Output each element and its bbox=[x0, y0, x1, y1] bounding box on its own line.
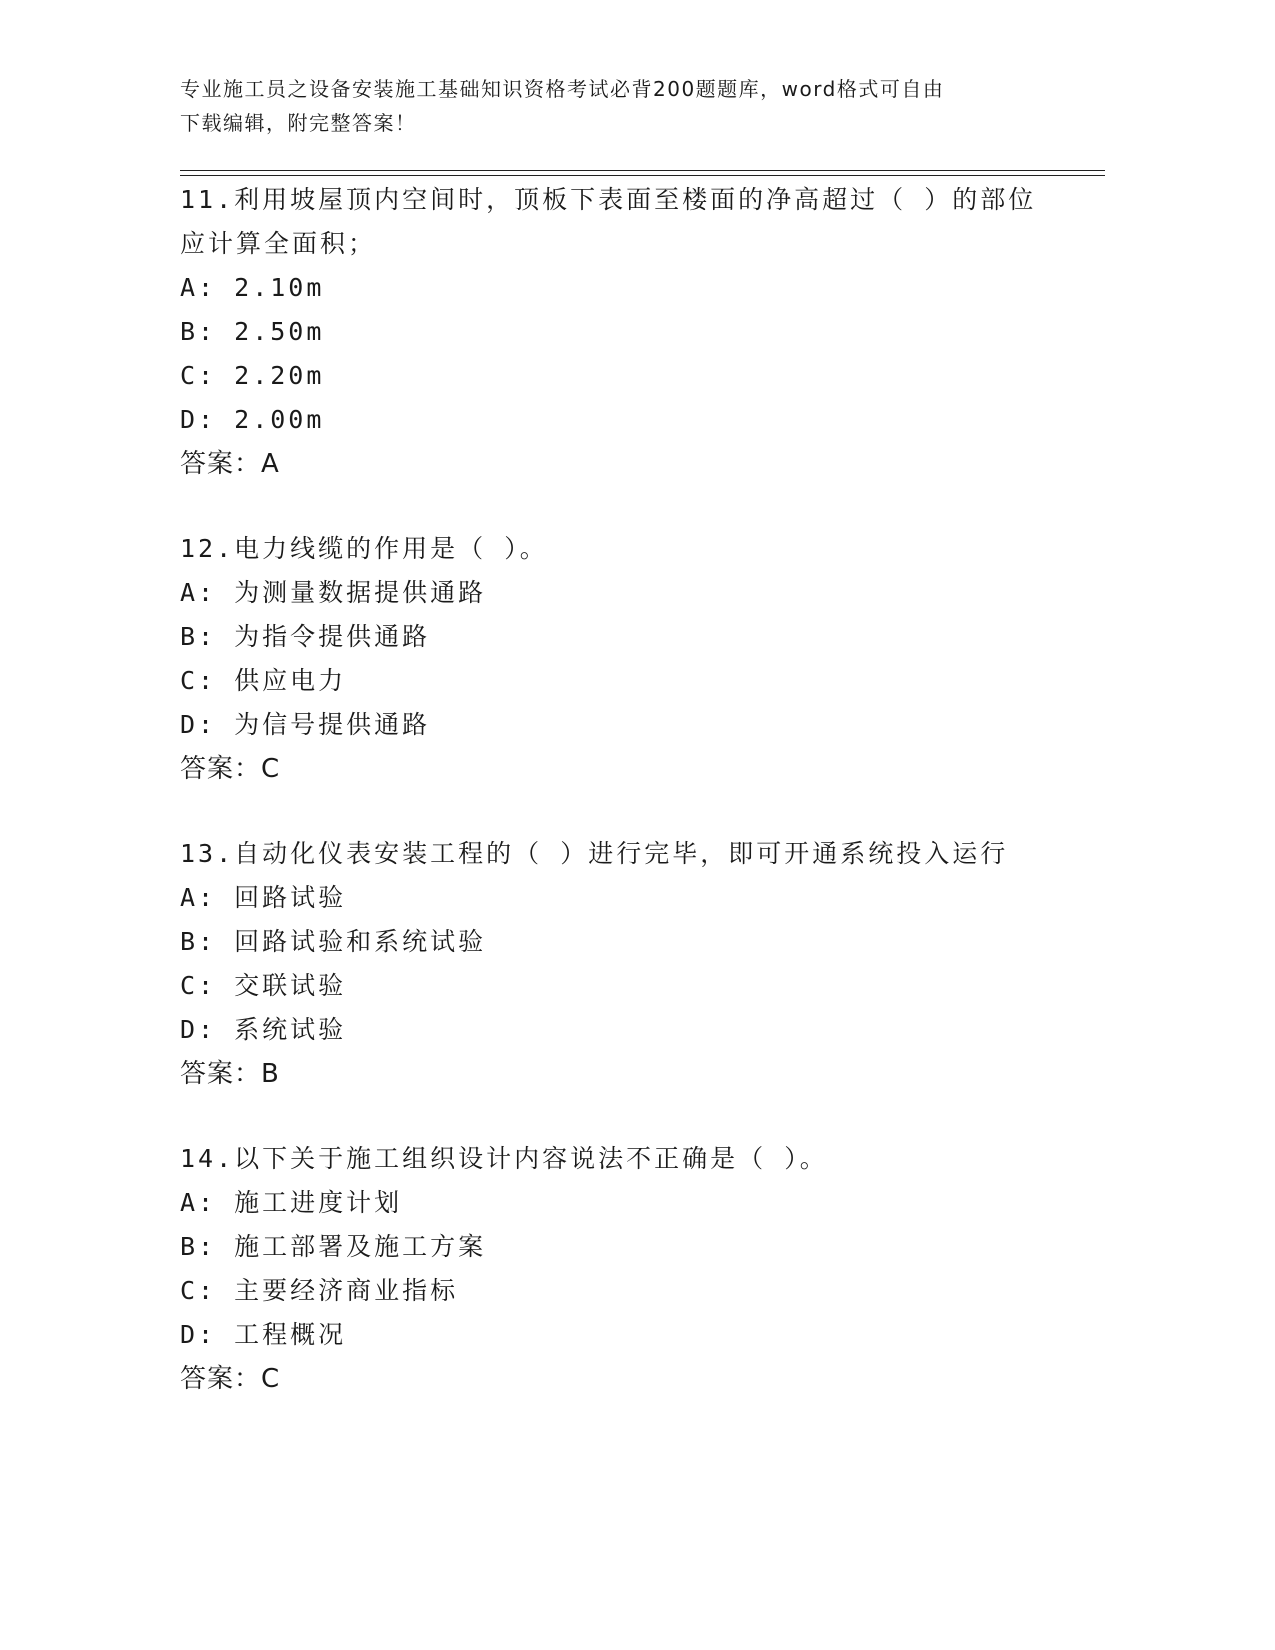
question-list bbox=[180, 178, 1080, 1442]
question-stem-line: 应计算全面积； bbox=[180, 229, 377, 258]
header-line-2: 下载编辑，附完整答案！ bbox=[180, 111, 417, 135]
answer-line: 答案：C bbox=[180, 1364, 281, 1394]
header-line-1: 专业施工员之设备安装施工基础知识资格考试必背200题题库，word格式可自由 bbox=[180, 77, 945, 101]
option-a: A: 回路试验 bbox=[180, 883, 347, 912]
question-11 bbox=[180, 178, 1080, 486]
answer-line: 答案：C bbox=[180, 754, 281, 784]
option-d: D: 2.00m bbox=[180, 405, 325, 434]
option-c: C: 交联试验 bbox=[180, 971, 347, 1000]
option-b: B: 回路试验和系统试验 bbox=[180, 927, 487, 956]
option-a: A: 为测量数据提供通路 bbox=[180, 578, 487, 607]
option-d: D: 工程概况 bbox=[180, 1320, 347, 1349]
option-c: C: 供应电力 bbox=[180, 666, 347, 695]
option-c: C: 主要经济商业指标 bbox=[180, 1276, 459, 1305]
question-stem-line: 14.以下关于施工组织设计内容说法不正确是（ ）。 bbox=[180, 1144, 828, 1173]
option-c: C: 2.20m bbox=[180, 361, 325, 390]
option-b: B: 为指令提供通路 bbox=[180, 622, 431, 651]
option-a: A: 施工进度计划 bbox=[180, 1188, 403, 1217]
option-d: D: 为信号提供通路 bbox=[180, 710, 431, 739]
question-12 bbox=[180, 527, 1080, 791]
question-stem-line: 11.利用坡屋顶内空间时，顶板下表面至楼面的净高超过（ ）的部位 bbox=[180, 185, 1037, 214]
answer-line: 答案：B bbox=[180, 1059, 280, 1089]
document-header bbox=[180, 72, 1080, 140]
header-divider-bottom bbox=[180, 175, 1105, 176]
question-13 bbox=[180, 832, 1080, 1096]
option-b: B: 施工部署及施工方案 bbox=[180, 1232, 487, 1261]
answer-line: 答案：A bbox=[180, 449, 280, 479]
question-stem-line: 13.自动化仪表安装工程的（ ）进行完毕，即可开通系统投入运行 bbox=[180, 839, 1009, 868]
option-a: A: 2.10m bbox=[180, 273, 325, 302]
question-14 bbox=[180, 1137, 1080, 1401]
option-b: B: 2.50m bbox=[180, 317, 325, 346]
option-d: D: 系统试验 bbox=[180, 1015, 347, 1044]
header-divider-top bbox=[180, 170, 1105, 171]
question-stem-line: 12.电力线缆的作用是（ ）。 bbox=[180, 534, 548, 563]
